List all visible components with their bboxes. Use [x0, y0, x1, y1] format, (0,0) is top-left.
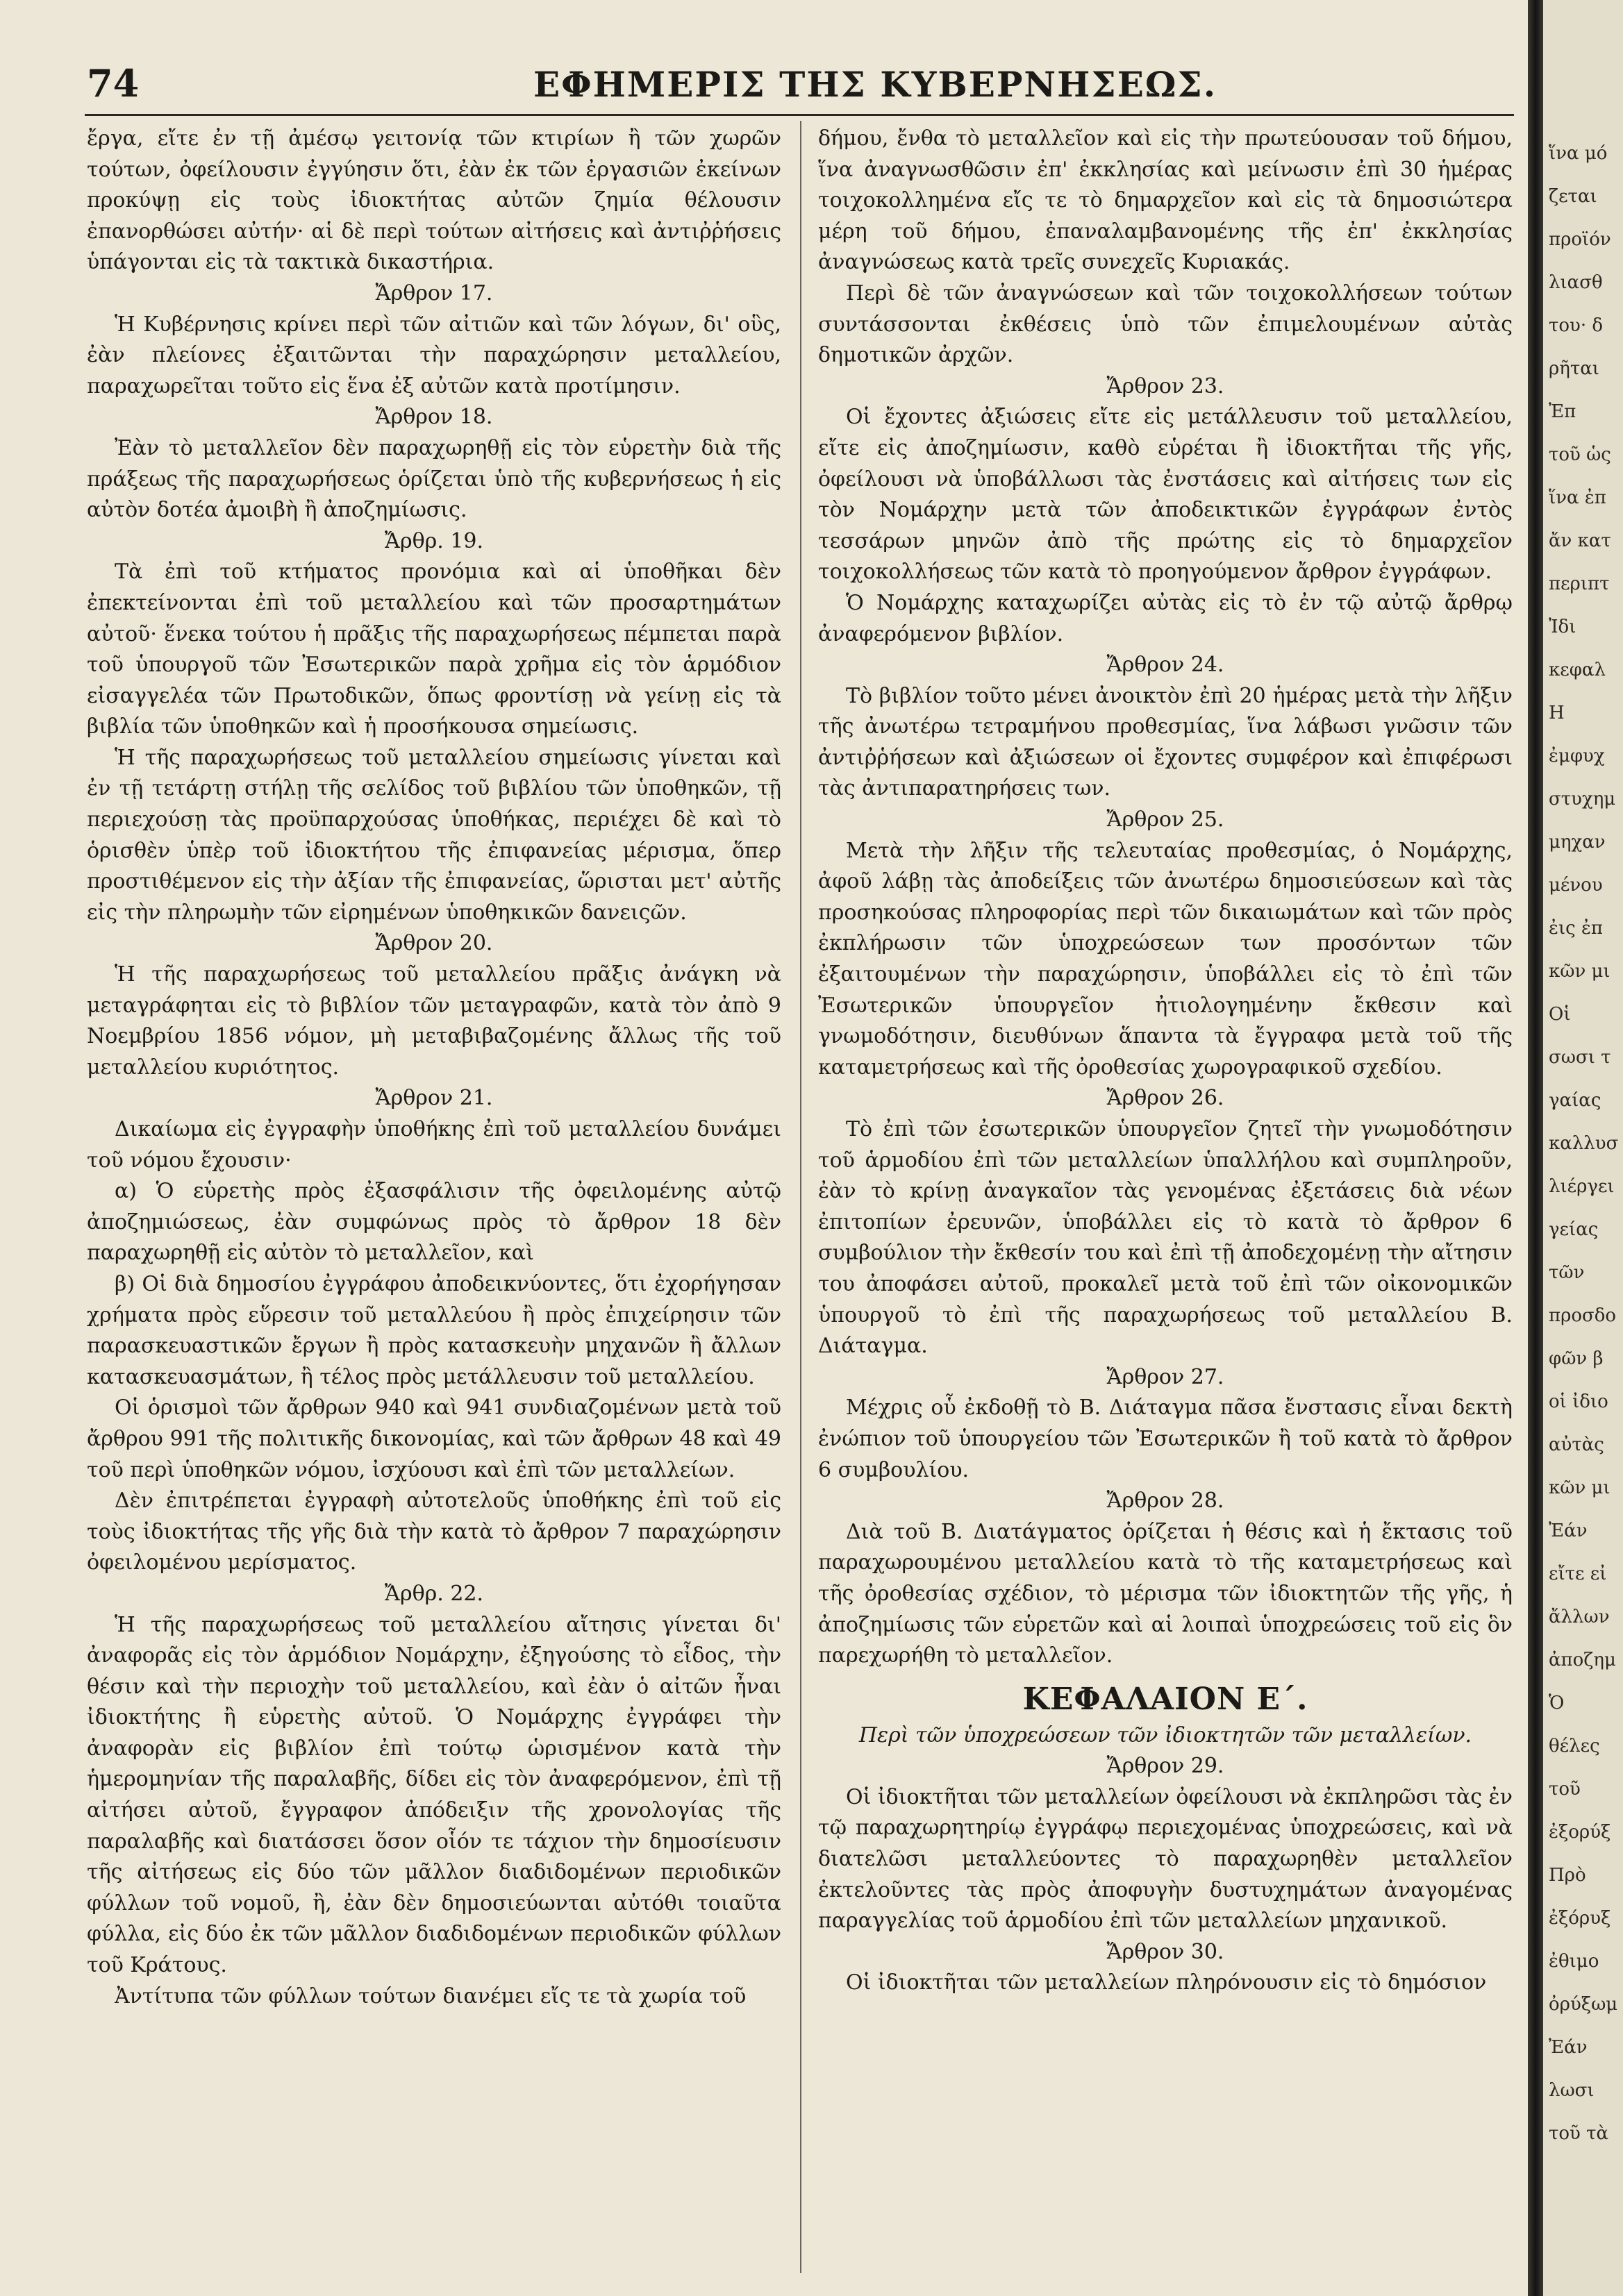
adjacent-page-fragment: τῶν	[1549, 1262, 1585, 1283]
paragraph: Τὸ βιβλίον τοῦτο μένει ἀνοικτὸν ἐπὶ 20 ἡμέρας μετὰ τὴν λῆξιν τῆς ἀνωτέρω τετραμήνου προθεσμίας, ἵνα λάβωσι γνῶσιν τῶν ἀντιῤῥήσεων καὶ ἀξιώσεων οἱ ἔχοντες συμφέρον καὶ ἐπιφέρωσι τὰς ἀντιπαρατηρήσεις των.	[818, 683, 1513, 801]
adjacent-page-fragment: ἐξόρυξ	[1549, 1908, 1611, 1929]
adjacent-page-fragment: τοῦ τὰ	[1549, 2123, 1609, 2144]
paragraph: ἔργα, εἴτε ἐν τῇ ἀμέσῳ γειτονίᾳ τῶν κτιρίων ἢ τῶν χωρῶν τούτων, ὀφείλουσιν ἐγγύησιν ὅτι, ἐὰν ἐκ τῶν ἐργασιῶν ἐκείνων προκύψῃ εἰς τοὺς ἰδιοκτήτας αὐτῶν ζημία θέλουσιν ἐπανορθώσει αὐτήν· αἱ δὲ περὶ τούτων αἰτήσεις καὶ ἀντιῤῥήσεις ὑπάγονται εἰς τὰ τακτικὰ δικαστήρια.	[87, 126, 781, 275]
adjacent-page-fragment: τοῦ ὡς	[1549, 444, 1611, 465]
header-rule	[85, 114, 1514, 116]
adjacent-page-fragment: ἀποζημ	[1549, 1650, 1616, 1670]
adjacent-page-fragment: λωσι	[1549, 2080, 1595, 2101]
adjacent-page-fragment: ἄν κατ	[1549, 530, 1611, 551]
adjacent-page-fragment: στυχημ	[1549, 789, 1616, 810]
paragraph: Ἡ τῆς παραχωρήσεως τοῦ μεταλλείου σημείωσις γίνεται καὶ ἐν τῇ τετάρτῃ στήλῃ τῆς σελίδος τοῦ βιβλίου τῶν ὑποθηκῶν, τῇ περιεχούσῃ τὰς προϋπαρχούσας ὑποθήκας, περιέχει δὲ καὶ τὸ ὁρισθὲν ὑπὲρ τοῦ ἰδιοκτήτου τῆς ἐπιφανείας μέρισμα, ὅπερ προστιθέμενον εἰς τὴν ἀξίαν τῆς ἐπιφανείας, ὥρισται μετ' αὐτῆς εἰς τὴν πληρωμὴν τῶν εἰρημένων ὑποθηκικῶν δανειςῶν.	[87, 745, 781, 925]
article-heading: Ἄρθρον 24.	[1106, 653, 1224, 678]
page-number: 74	[87, 61, 140, 106]
paragraph: Οἱ ὁρισμοὶ τῶν ἄρθρων 940 καὶ 941 συνδιαζομένων μετὰ τοῦ ἄρθρου 991 τῆς πολιτικῆς δικονομίας, καὶ τῶν ἄρθρων 48 καὶ 49 τοῦ περὶ ὑποθηκῶν νόμου, ἰσχύουσι καὶ ἐπὶ τῶν μεταλλείων.	[87, 1396, 781, 1482]
adjacent-page-fragment: φῶν β	[1549, 1348, 1604, 1369]
column-divider	[800, 121, 801, 2273]
adjacent-page-fragment: Οἱ	[1549, 1004, 1571, 1025]
paragraph: Ἐὰν τὸ μεταλλεῖον δὲν παραχωρηθῇ εἰς τὸν εὑρετὴν διὰ τῆς πράξεως τῆς παραχωρήσεως ὁρίζεται ὑπὸ τῆς κυβερνήσεως ἡ εἰς αὐτὸν δοτέα ἀμοιβὴ ἢ ἀποζημίωσις.	[87, 435, 781, 523]
article-heading: Ἄρθρον 18.	[375, 405, 493, 430]
adjacent-page-fragment: περιπτ	[1549, 573, 1610, 594]
adjacent-page-fragment: ἵνα μό	[1549, 143, 1608, 164]
chapter-heading: ΚΕΦΑΛΑΙΟΝ Ε΄.	[1022, 1681, 1308, 1717]
article-heading: Ἄρθρον 27.	[1106, 1364, 1224, 1389]
list-item-paragraph: β) Οἱ διὰ δημοσίου ἐγγράφου ἀποδεικνύοντες, ὅτι ἐχορήγησαν χρήματα πρὸς εὕρεσιν τοῦ μεταλλεύου ἢ πρὸς ἐπιχείρησιν τῶν παρασκευαστικῶν ἔργων ἢ πρὸς κατασκευὴν μηχανῶν ἢ ἄλλων κατασκευασμάτων, ἢ τέλος πρὸς μετάλλευσιν τοῦ μεταλλείου.	[87, 1271, 781, 1389]
article-heading: Ἄρθρον 21.	[375, 1086, 493, 1111]
adjacent-page-fragment: αὐτὰς	[1549, 1434, 1604, 1455]
adjacent-page-fragment: ζεται	[1549, 186, 1597, 207]
adjacent-page-fragment: καλλυσ	[1549, 1133, 1619, 1154]
adjacent-page-fragment: λιασθ	[1549, 272, 1603, 293]
paragraph: Μετὰ τὴν λῆξιν τῆς τελευταίας προθεσμίας, ὁ Νομάρχης, ἀφοῦ λάβῃ τὰς ἀποδείξεις τῶν ἀνωτέρω δημοσιεύσεων καὶ τὰς προσηκούσας πληροφορίας περὶ τῶν δικαιωμάτων καὶ τῶν πρὸς ἐκπλήρωσιν τῶν ὑποχρεώσεων των προσόντων τῶν ἐξαιτουμένων τὴν παραχώρησιν, ὑποβάλλει εἰς τὸ ἐπὶ τῶν Ἐσωτερικῶν ὑπουργεῖον ἠτιολογημένην ἔκθεσιν καὶ γνωμοδότησιν, διευθύνων ἅπαντα τὰ ἔγγραφα μετὰ τοῦ τῆς καταμετρήσεως καὶ τῆς ὀροθεσίας χωρογραφικοῦ σχεδίου.	[818, 838, 1513, 1080]
adjacent-page-fragment: ρῆται	[1549, 358, 1599, 379]
adjacent-page-fragment: σωσι τ	[1549, 1047, 1611, 1068]
article-heading: Ἄρθρ. 19.	[384, 528, 484, 553]
adjacent-page-fragment: Πρὸ	[1549, 1865, 1586, 1886]
paragraph: Δικαίωμα εἰς ἐγγραφὴν ὑποθήκης ἐπὶ τοῦ μεταλλείου δυνάμει τοῦ νόμου ἔχουσιν·	[87, 1117, 781, 1173]
adjacent-page-fragment: Ἰδι	[1549, 617, 1576, 637]
paragraph: Οἱ ἔχοντες ἀξιώσεις εἴτε εἰς μετάλλευσιν τοῦ μεταλλείου, εἴτε εἰς ἀποζημίωσιν, καθὸ εὑρέται ἢ ἰδιοκτῆται τῆς γῆς, ὀφείλουσι νὰ ὑποβάλλωσι τὰς ἐνστάσεις καὶ αἰτήσεις των εἰς τὸν Νομάρχην μετὰ τῶν ἀποδεικτικῶν ἐγγράφων ἐντὸς τεσσάρων μηνῶν ἀπὸ τῆς πρώτης εἰς τὸ δημαρχεῖον τοιχοκολλήσεως τῶν κατὰ τὸ προηγούμενον ἄρθρον ἐγγράφων.	[818, 405, 1513, 585]
adjacent-page-fragment: ἐξορύξ	[1549, 1822, 1611, 1843]
adjacent-page-fragment: τοῦ	[1549, 1779, 1581, 1800]
paragraph: Ἡ τῆς παραχωρήσεως τοῦ μεταλλείου πρᾶξις ἀνάγκη νὰ μεταγράφηται εἰς τὸ βιβλίον τῶν μεταγραφῶν, κατὰ τὸν ἀπὸ 9 Νοεμβρίου 1856 νόμον, μὴ μεταβιβαζομένης ἄλλως τῆς τοῦ μεταλλείου κυριότητος.	[87, 962, 781, 1080]
adjacent-page-fragment: ἐμφυχ	[1549, 746, 1605, 766]
adjacent-page-fragment: γείας	[1549, 1219, 1599, 1240]
adjacent-page-fragment: Ἐάν	[1549, 1520, 1588, 1541]
paragraph: Τὰ ἐπὶ τοῦ κτήματος προνόμια καὶ αἱ ὑποθῆκαι δὲν ἐπεκτείνονται ἐπὶ τοῦ μεταλλείου καὶ τῶν προσαρτημάτων αὐτοῦ· ἕνεκα τούτου ἡ πρᾶξις τῆς παραχωρήσεως πέμπεται παρὰ τοῦ ὑπουργοῦ τῶν Ἐσωτερικῶν παρὰ χρῆμα εἰς τὸν ἁρμόδιον εἰσαγγελέα τῶν Πρωτοδικῶν, ὅπως φροντίσῃ νὰ γείνῃ εἰς τὰ βιβλία τῶν ὑποθηκῶν καὶ ἡ προσήκουσα σημείωσις.	[87, 560, 781, 739]
adjacent-page-fragment: εἴτε εἰ	[1549, 1564, 1607, 1584]
article-heading: Ἄρθρ. 22.	[384, 1581, 484, 1606]
article-heading: Ἄρθρον 26.	[1106, 1086, 1224, 1111]
paragraph: Ἡ τῆς παραχωρήσεως τοῦ μεταλλείου αἴτησις γίνεται δι' ἀναφορᾶς εἰς τὸν ἁρμόδιον Νομάρχην, ἐξηγούσης τὸ εἶδος, τὴν θέσιν καὶ τὴν περιοχὴν τοῦ μεταλλείου, καὶ ἐὰν ὁ αἰτῶν ἦναι ἰδιοκτήτης ἢ εὑρετὴς αὐτοῦ. Ὁ Νομάρχης ἐγγράφει τὴν ἀναφορὰν εἰς βιβλίον ἐπὶ τούτῳ ὡρισμένον κατὰ τὴν ἡμερομηνίαν τῆς παραλαβῆς, δίδει εἰς τὸν ἀναφερόμενον, ἐπὶ τῇ αἰτήσει αὐτοῦ, ἔγγραφον ἀπόδειξιν τῆς χρονολογίας τῆς παραλαβῆς καὶ διατάσσει ὅσον οἷόν τε τάχιον τὴν δημοσίευσιν τῆς αἰτήσεως εἰς δύο τῶν μᾶλλον διαδιδομένων περιοδικῶν φύλλων τοῦ νομοῦ, ἢ, ἐὰν δὲν δημοσιεύωνται αὐτόθι τοιαῦτα φύλλα, εἰς δύο ἐκ τῶν μᾶλλον διαδιδομένων περιοδικῶν φύλλων τοῦ Κράτους.	[87, 1612, 781, 1978]
adjacent-page-fragment: ἄλλων	[1549, 1607, 1610, 1627]
article-heading: Ἄρθρον 17.	[375, 280, 493, 305]
article-heading: Ἄρθρον 28.	[1106, 1489, 1224, 1514]
article-heading: Ἄρθρον 20.	[375, 931, 493, 956]
article-heading: Ἄρθρον 30.	[1106, 1939, 1224, 1964]
adjacent-page-fragment: κεφαλ	[1549, 660, 1606, 680]
paragraph: Ὁ Νομάρχης καταχωρίζει αὐτὰς εἰς τὸ ἐν τῷ αὐτῷ ἄρθρῳ ἀναφερόμενον βιβλίον.	[818, 590, 1513, 646]
book-gutter	[1528, 0, 1543, 2296]
adjacent-page-fragment: γαίας	[1549, 1090, 1601, 1111]
adjacent-page-fragment: ὀρύξωμ	[1549, 1994, 1618, 2015]
adjacent-page-fragment: Ἐάν	[1549, 2037, 1588, 2058]
adjacent-page-fragment: ἐθιμο	[1549, 1951, 1599, 1972]
left-text-column	[87, 124, 781, 2265]
adjacent-page-fragment: μένου	[1549, 875, 1603, 896]
adjacent-page-fragment: προσδο	[1549, 1305, 1617, 1326]
adjacent-page-fragment: Ὁ	[1549, 1693, 1565, 1713]
paragraph: Περὶ δὲ τῶν ἀναγνώσεων καὶ τῶν τοιχοκολλήσεων τούτων συντάσσονται ἐκθέσεις ὑπὸ τῶν ἐπιμελουμένων αὐτὰς δημοτικῶν ἀρχῶν.	[818, 280, 1513, 368]
article-heading: Ἄρθρον 29.	[1106, 1754, 1224, 1779]
list-item-paragraph: α) Ὁ εὑρετὴς πρὸς ἐξασφάλισιν τῆς ὀφειλομένης αὐτῷ ἀποζημιώσεως, ἐὰν συμφώνως πρὸς τὸ ἄρθρον 18 δὲν παραχωρηθῇ εἰς αὐτὸν τὸ μεταλλεῖον, καὶ	[87, 1179, 781, 1266]
adjacent-page-fragment: μηχαν	[1549, 832, 1606, 853]
adjacent-page-edge	[1543, 0, 1623, 2296]
adjacent-page-fragment: του· δ	[1549, 315, 1604, 336]
article-heading: Ἄρθρον 23.	[1106, 374, 1224, 399]
article-heading: Ἄρθρον 25.	[1106, 807, 1224, 832]
paragraph: Οἱ ἰδιοκτῆται τῶν μεταλλείων ὀφείλουσι νὰ ἐκπληρῶσι τὰς ἐν τῷ παραχωρητηρίῳ ἐγγράφῳ περιεχομένας ὑποχρεώσεις, καὶ νὰ διατελῶσι μεταλλεύοντες τὸ παραχωρηθὲν μεταλλεῖον ἐκτελοῦντες τὰς πρὸς ἀποφυγὴν δυστυχημάτων ἀναγομένας παραγγελίας τοῦ ἁρμοδίου ἐπὶ τῶν μεταλλείων μηχανικοῦ.	[818, 1784, 1513, 1934]
adjacent-page-fragment: Ἐπ	[1549, 401, 1576, 422]
paragraph: Τὸ ἐπὶ τῶν ἐσωτερικῶν ὑπουργεῖον ζητεῖ τὴν γνωμοδότησιν τοῦ ἁρμοδίου ἐπὶ τῶν μεταλλείων ὑπαλλήλου καὶ συμπληροῦν, ἐὰν τὸ κρίνῃ ἀναγκαῖον τὰς γενομένας ἐξετάσεις διὰ νέων ἐπιτοπίων ἐρευνῶν, ὑποβάλλει εἰς τὸ κατὰ τὸ ἄρθρον 6 συμβούλιον τὴν ἔκθεσίν του καὶ ἐπὶ τῇ ἀποδεχομένῃ τὴν αἴτησιν του ἀποφάσει αὐτοῦ, προκαλεῖ μετὰ τοῦ ἐπὶ τῶν οἰκονομικῶν ὑπουργοῦ τὸ ἐπὶ τῆς παραχωρήσεως τοῦ μεταλλείου Β. Διάταγμα.	[818, 1117, 1513, 1359]
right-text-column	[818, 124, 1513, 2265]
adjacent-page-fragment: προϊόν	[1549, 229, 1611, 250]
paragraph: δήμου, ἔνθα τὸ μεταλλεῖον καὶ εἰς τὴν πρωτεύουσαν τοῦ δήμου, ἵνα ἀναγνωσθῶσιν ἐπ' ἐκκλησίας καὶ μείνωσιν ἐπὶ 30 ἡμέρας τοιχοκολλημένα εἴς τε τὸ δημαρχεῖον καὶ εἰς τὰ δημοσιώτερα μέρη τοῦ δήμου, ἐπαναλαμβανομένης τῆς ἐπ' ἐκκλησίας ἀναγνώσεως κατὰ τρεῖς συνεχεῖς Κυριακάς.	[818, 126, 1513, 275]
paragraph: Ἡ Κυβέρνησις κρίνει περὶ τῶν αἰτιῶν καὶ τῶν λόγων, δι' οὓς, ἐὰν πλείονες ἐξαιτῶνται τὴν παραχώρησιν μεταλλείου, παραχωρεῖται τοῦτο εἰς ἕνα ἐξ αὐτῶν κατὰ προτίμησιν.	[87, 312, 781, 399]
adjacent-page-fragment: ἐις ἐπ	[1549, 918, 1604, 939]
adjacent-page-fragment: ἵνα ἐπ	[1549, 487, 1606, 508]
paragraph: Διὰ τοῦ Β. Διατάγματος ὁρίζεται ἡ θέσις καὶ ἡ ἔκτασις τοῦ παραχωρουμένου μεταλλείου κατὰ τὸ τῆς καταμετρήσεως καὶ τῆς ὀροθεσίας σχέδιον, τὸ μέρισμα τῶν ἰδιοκτητῶν τῆς γῆς, ἡ ἀποζημίωσις τῶν εὑρετῶν καὶ αἱ λοιπαὶ ὑποχρεώσεις τοῦ εἰς ὃν παρεχωρήθη τὸ μεταλλεῖον.	[818, 1519, 1513, 1668]
adjacent-page-fragment: θέλες	[1549, 1736, 1600, 1757]
running-head-title: ΕΦΗΜΕΡΙΣ ΤΗΣ ΚΥΒΕΡΝΗΣΕΩΣ.	[533, 64, 1217, 105]
paragraph: Οἱ ἰδιοκτῆται τῶν μεταλλείων πληρόνουσιν εἰς τὸ δημόσιον	[846, 1970, 1487, 1995]
chapter-subtitle: Περὶ τῶν ὑποχρεώσεων τῶν ἰδιοκτητῶν τῶν μεταλλείων.	[858, 1723, 1472, 1748]
paragraph: Ἀντίτυπα τῶν φύλλων τούτων διανέμει εἴς τε τὰ χωρία τοῦ	[115, 1984, 747, 2009]
paragraph: Δὲν ἐπιτρέπεται ἐγγραφὴ αὐτοτελοῦς ὑποθήκης ἐπὶ τοῦ εἰς τοὺς ἰδιοκτήτας τῆς γῆς διὰ τὴν κατὰ τὸ ἄρθρον 7 παραχώρησιν ὀφειλομένου μερίσματος.	[87, 1489, 781, 1575]
adjacent-page-fragment: Η	[1549, 703, 1565, 723]
adjacent-page-fragment: λιέργει	[1549, 1176, 1615, 1197]
adjacent-page-fragment: οἱ ἰδιο	[1549, 1391, 1608, 1412]
adjacent-page-fragment: κῶν μι	[1549, 1477, 1610, 1498]
adjacent-page-fragment: κῶν μι	[1549, 961, 1610, 982]
paragraph: Μέχρις οὗ ἐκδοθῇ τὸ Β. Διάταγμα πᾶσα ἔνστασις εἶναι δεκτὴ ἐνώπιον τοῦ ὑπουργείου τῶν Ἐσωτερικῶν ἢ τοῦ κατὰ τὸ ἄρθρον 6 συμβουλίου.	[818, 1396, 1513, 1482]
